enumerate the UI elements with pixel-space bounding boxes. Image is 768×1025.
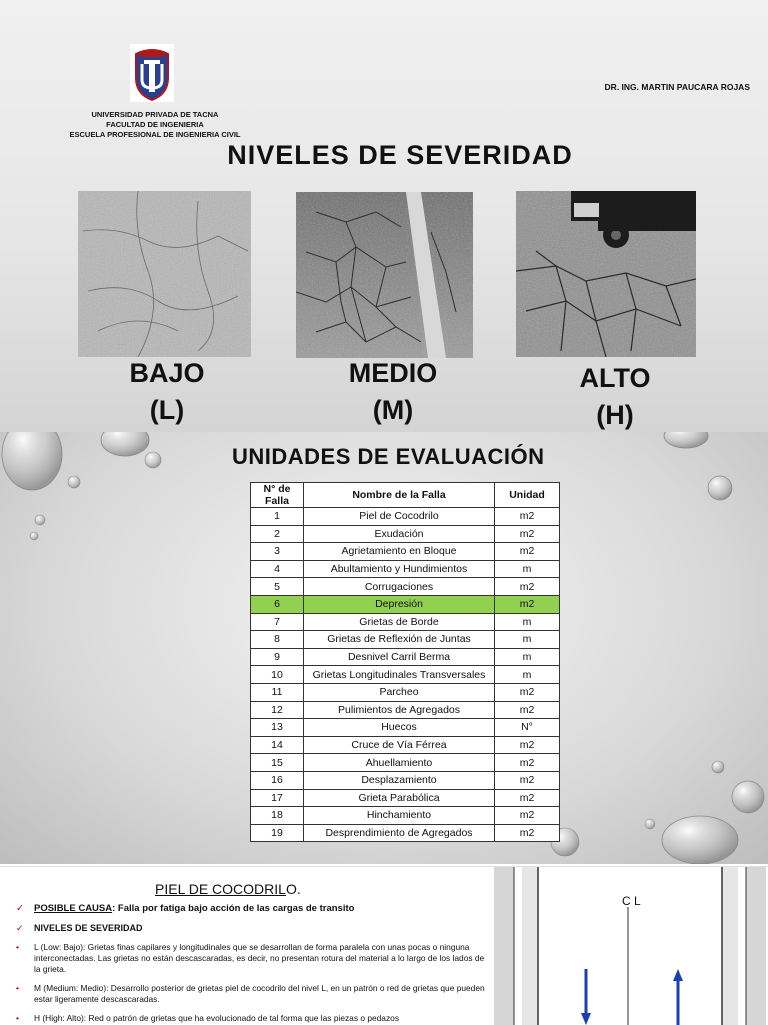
high-description-text: H (High: Alto): Red o patrón de grietas que ha evolucionado de tal forma que las piezas o pedazos bbox=[34, 1013, 400, 1023]
high-severity-crack-photo bbox=[516, 191, 696, 357]
fault-name-cell: Abultamiento y Hundimientos bbox=[304, 560, 495, 578]
fault-name-cell: Huecos bbox=[304, 719, 495, 737]
fault-number-cell: 15 bbox=[251, 754, 304, 772]
fault-name-cell: Desplazamiento bbox=[304, 771, 495, 789]
university-logo bbox=[130, 44, 174, 102]
cause-label: POSIBLE CAUSA bbox=[34, 903, 113, 914]
slide-title: NIVELES DE SEVERIDAD bbox=[227, 140, 573, 170]
severity-low-description bbox=[16, 942, 486, 975]
fault-number-cell: 4 bbox=[251, 560, 304, 578]
severity-low-code: (L) bbox=[149, 395, 185, 425]
severity-high-description bbox=[16, 1013, 486, 1024]
fault-unit-cell: m2 bbox=[495, 807, 560, 825]
table-row bbox=[251, 578, 560, 596]
severity-high-label bbox=[535, 360, 695, 432]
table-row bbox=[251, 719, 560, 737]
fault-number-cell: 19 bbox=[251, 824, 304, 842]
fault-number-cell: 18 bbox=[251, 807, 304, 825]
fault-name-cell: Pulimientos de Agregados bbox=[304, 701, 495, 719]
fault-unit-cell: m bbox=[495, 666, 560, 684]
fault-number-cell: 8 bbox=[251, 631, 304, 649]
faculty-name: FACULTAD DE INGENIERIA bbox=[106, 120, 204, 129]
table-row bbox=[251, 595, 560, 613]
university-name: UNIVERSIDAD PRIVADA DE TACNA bbox=[91, 110, 219, 119]
fault-unit-cell: m2 bbox=[495, 525, 560, 543]
fault-unit-cell: m2 bbox=[495, 754, 560, 772]
fault-unit-cell: m2 bbox=[495, 824, 560, 842]
bullet-icon: • bbox=[16, 983, 19, 993]
fault-unit-cell: m2 bbox=[495, 771, 560, 789]
fault-number-cell: 1 bbox=[251, 508, 304, 526]
severity-high-name: ALTO bbox=[579, 363, 651, 393]
fault-name-cell: Grieta Parabólica bbox=[304, 789, 495, 807]
fault-unit-cell: m bbox=[495, 648, 560, 666]
table-row bbox=[251, 736, 560, 754]
table-row bbox=[251, 824, 560, 842]
fault-unit-cell: m2 bbox=[495, 543, 560, 561]
fault-unit-cell: m bbox=[495, 560, 560, 578]
table-row bbox=[251, 789, 560, 807]
severity-medium-code: (M) bbox=[372, 395, 414, 425]
table-body bbox=[251, 508, 560, 842]
fault-unit-cell: m2 bbox=[495, 595, 560, 613]
low-severity-crack-photo bbox=[78, 191, 251, 357]
table-row bbox=[251, 543, 560, 561]
bullet-icon: • bbox=[16, 942, 19, 952]
severity-medium-description bbox=[16, 983, 486, 1005]
table-row bbox=[251, 701, 560, 719]
fault-number-cell: 7 bbox=[251, 613, 304, 631]
bullet-icon: • bbox=[16, 1013, 19, 1023]
fault-name-cell: Grietas de Borde bbox=[304, 613, 495, 631]
school-name: ESCUELA PROFESIONAL DE INGENIERIA CIVIL bbox=[69, 130, 241, 139]
slide-niveles-severidad bbox=[0, 0, 768, 432]
fault-unit-cell: m bbox=[495, 631, 560, 649]
fault-name-cell: Piel de Cocodrilo bbox=[304, 508, 495, 526]
header-unit: Unidad bbox=[495, 483, 560, 508]
medium-description-text: M (Medium: Medio): Desarrollo posterior de grietas piel de cocodrilo del nivel L, en un patrón o red de grietas que pueden estar ligeramente descascaradas. bbox=[34, 983, 485, 1004]
fault-unit-cell: m2 bbox=[495, 789, 560, 807]
fault-units-table bbox=[250, 482, 560, 842]
severity-medium-label bbox=[313, 355, 473, 429]
severity-medium-name: MEDIO bbox=[348, 358, 438, 388]
slide-title: UNIDADES DE EVALUACIÓN bbox=[232, 444, 545, 469]
fault-name-cell: Desprendimiento de Agregados bbox=[304, 824, 495, 842]
fault-name-cell: Parcheo bbox=[304, 683, 495, 701]
severity-low-label bbox=[90, 355, 244, 429]
table-row bbox=[251, 683, 560, 701]
fault-unit-cell: m2 bbox=[495, 683, 560, 701]
table-row bbox=[251, 666, 560, 684]
table-row bbox=[251, 754, 560, 772]
fault-number-cell: 11 bbox=[251, 683, 304, 701]
severity-low-name: BAJO bbox=[129, 358, 205, 388]
fault-name-cell: Exudación bbox=[304, 525, 495, 543]
fault-name-cell: Hinchamiento bbox=[304, 807, 495, 825]
check-icon: ✓ bbox=[16, 923, 24, 933]
centerline-label: C L bbox=[622, 894, 641, 908]
severity-label: NIVELES DE SEVERIDAD bbox=[34, 923, 143, 933]
fault-unit-cell: m2 bbox=[495, 701, 560, 719]
fault-number-cell: 3 bbox=[251, 543, 304, 561]
table-row bbox=[251, 525, 560, 543]
fault-unit-cell: m bbox=[495, 613, 560, 631]
author-name: DR. ING. MARTIN PAUCARA ROJAS bbox=[604, 82, 750, 92]
fault-name-cell: Agrietamiento en Bloque bbox=[304, 543, 495, 561]
slide-title bbox=[155, 881, 301, 897]
table-row bbox=[251, 508, 560, 526]
slide-title-underlined: PIEL DE COCODRIL bbox=[155, 881, 286, 897]
table-row bbox=[251, 613, 560, 631]
header-fault-number: N° de Falla bbox=[251, 483, 304, 508]
severity-bullet bbox=[16, 923, 486, 934]
fault-number-cell: 9 bbox=[251, 648, 304, 666]
fault-number-cell: 12 bbox=[251, 701, 304, 719]
medium-severity-crack-photo bbox=[296, 192, 473, 358]
fault-number-cell: 2 bbox=[251, 525, 304, 543]
slide-piel-de-cocodrilo bbox=[0, 866, 768, 1025]
low-description-text: L (Low: Bajo): Grietas finas capilares y longitudinales que se desarrollan de forma paralela con unas pocas o ninguna interconectadas. Las grietas no están descascaradas, es decir, no presentan rotura del material a lo largo de los lados de la grieta. bbox=[34, 942, 485, 974]
table-row bbox=[251, 631, 560, 649]
cause-bullet bbox=[16, 903, 486, 914]
fault-number-cell: 14 bbox=[251, 736, 304, 754]
university-name-block bbox=[60, 110, 250, 140]
header-fault-name: Nombre de la Falla bbox=[304, 483, 495, 508]
fault-unit-cell: m2 bbox=[495, 736, 560, 754]
fault-name-cell: Grietas de Reflexión de Juntas bbox=[304, 631, 495, 649]
fault-name-cell: Ahuellamiento bbox=[304, 754, 495, 772]
table-header-row bbox=[251, 483, 560, 508]
fault-unit-cell: m2 bbox=[495, 508, 560, 526]
fault-name-cell: Desnivel Carril Berma bbox=[304, 648, 495, 666]
fault-unit-cell: m2 bbox=[495, 578, 560, 596]
fault-name-cell: Depresión bbox=[304, 595, 495, 613]
cause-text: : Falla por fatiga bajo acción de las cargas de transito bbox=[112, 903, 355, 914]
slide-title-end: O. bbox=[285, 881, 301, 897]
severity-high-code: (H) bbox=[596, 400, 634, 430]
fault-number-cell: 13 bbox=[251, 719, 304, 737]
fault-name-cell: Corrugaciones bbox=[304, 578, 495, 596]
lane-diagram bbox=[492, 867, 768, 1025]
table-row bbox=[251, 648, 560, 666]
check-icon: ✓ bbox=[16, 903, 24, 914]
table-row bbox=[251, 807, 560, 825]
table-row bbox=[251, 771, 560, 789]
fault-unit-cell: N° bbox=[495, 719, 560, 737]
fault-number-cell: 10 bbox=[251, 666, 304, 684]
fault-number-cell: 17 bbox=[251, 789, 304, 807]
fault-name-cell: Cruce de Vía Férrea bbox=[304, 736, 495, 754]
fault-name-cell: Grietas Longitudinales Transversales bbox=[304, 666, 495, 684]
table-row bbox=[251, 560, 560, 578]
fault-number-cell: 5 bbox=[251, 578, 304, 596]
fault-number-cell: 6 bbox=[251, 595, 304, 613]
fault-number-cell: 16 bbox=[251, 771, 304, 789]
slide-unidades-evaluacion bbox=[0, 432, 768, 864]
